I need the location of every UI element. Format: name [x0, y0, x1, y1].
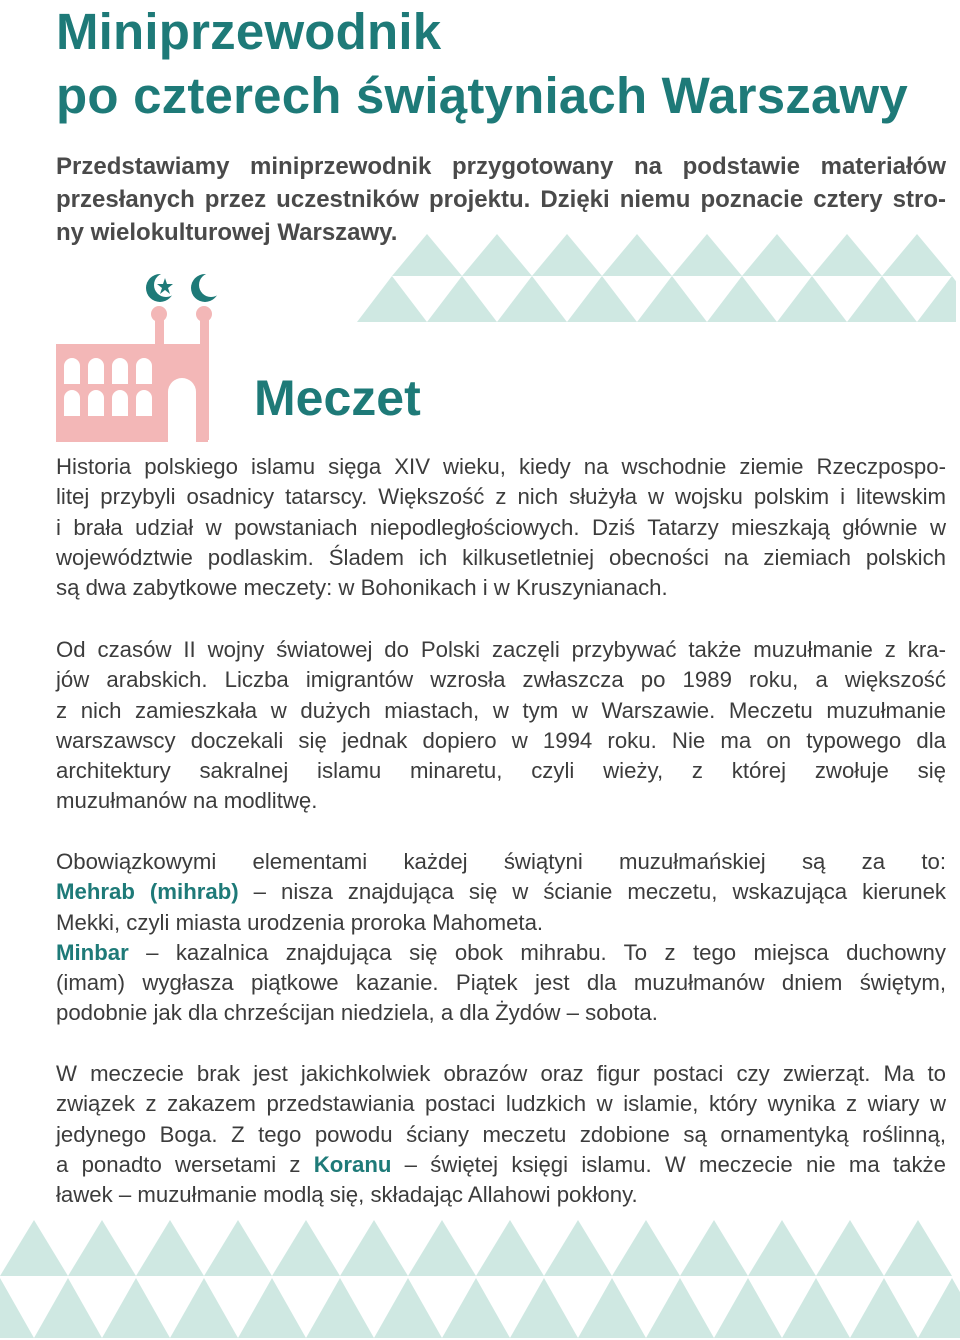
paragraph-line	[56, 938, 946, 968]
triangle	[816, 1220, 884, 1276]
triangle	[882, 234, 952, 276]
triangle	[392, 234, 462, 276]
triangle	[680, 1220, 748, 1276]
triangle	[742, 234, 812, 276]
triangle	[272, 1220, 340, 1276]
line-text: – świętej księgi islamu. W meczecie nie ma także	[391, 1151, 946, 1177]
triangle	[427, 276, 497, 322]
triangle	[462, 234, 532, 276]
triangle	[170, 1278, 238, 1338]
line-text: a ponadto wersetami z	[56, 1151, 314, 1177]
triangle	[850, 1278, 918, 1338]
paragraph-line: jów arabskich. Liczba imigrantów wzrosła zwłaszcza po 1989 roku, a większość	[56, 667, 946, 693]
paragraph-line: Mekki, czyli miasta urodzenia proroka Mahometa.	[56, 909, 544, 935]
intro-line: Przedstawiamy miniprzewodnik przygotowany na podstawie materiałów	[56, 153, 946, 180]
paragraph-history	[56, 452, 946, 603]
triangle	[238, 1278, 306, 1338]
intro-line: ny wielokulturowej Warszawy.	[56, 219, 398, 246]
paragraph-line: są dwa zabytkowe meczety: w Bohonikach i w Kruszynianach.	[56, 575, 668, 601]
paragraph-line: jedynego Boga. Z tego powodu ściany meczetu zdobione są ornamentyką roślinną,	[56, 1121, 946, 1147]
triangle	[646, 1278, 714, 1338]
triangle	[777, 276, 847, 322]
triangle	[374, 1278, 442, 1338]
triangle	[442, 1278, 510, 1338]
triangle	[714, 1278, 782, 1338]
mehrab-description: – nisza znajdująca się w ścianie meczetu, wskazująca kierunek	[238, 879, 946, 905]
paragraph-line: podobnie jak dla chrześcijan niedziela, a dla Żydów – sobota.	[56, 1000, 658, 1026]
paragraph-line: Historia polskiego islamu sięga XIV wieku, kiedy na wschodnie ziemie Rzeczpospo-	[56, 454, 946, 479]
triangle	[532, 234, 602, 276]
title-line-2: po czterech świątyniach Warszawy	[56, 67, 908, 124]
triangle	[612, 1220, 680, 1276]
triangle	[578, 1278, 646, 1338]
triangle-pattern-bottom	[0, 1218, 960, 1340]
paragraph-line: (imam) wygłasza piątkowe kazanie. Piątek jest dla muzułmanów dniem świętym,	[56, 970, 946, 996]
triangle	[357, 276, 427, 322]
triangle	[497, 276, 567, 322]
triangle	[847, 276, 917, 322]
paragraph-immigration	[56, 635, 946, 817]
triangle	[672, 234, 742, 276]
paragraph-elements	[56, 847, 946, 1029]
triangle	[544, 1220, 612, 1276]
mosque-icon	[54, 268, 224, 442]
paragraph-line: związek z zakazem przedstawiania postaci ludzkich w islamie, który wynika z wiary w	[56, 1091, 946, 1117]
triangle	[34, 1278, 102, 1338]
paragraph-ornaments	[56, 1059, 946, 1210]
triangle	[567, 276, 637, 322]
paragraph-line: W meczecie brak jest jakichkolwiek obrazów oraz figur postaci czy zwierząt. Ma to	[56, 1061, 946, 1086]
triangle	[136, 1220, 204, 1276]
triangle	[102, 1278, 170, 1338]
triangle	[476, 1220, 544, 1276]
triangle	[812, 234, 882, 276]
paragraph-line: województwie podlaskim. Śladem ich kilkusetletniej obecności na ziemiach polskich	[56, 544, 946, 570]
triangle	[68, 1220, 136, 1276]
triangle	[306, 1278, 374, 1338]
minbar-description: – kazalnica znajdująca się obok mihrabu. To z tego miejsca duchowny	[128, 939, 946, 965]
paragraph-line: i brała udział w powstaniach niepodległościowych. Dziś Tatarzy mieszkają głównie w	[56, 514, 946, 540]
triangle	[0, 1278, 34, 1338]
paragraph-line	[56, 1150, 946, 1180]
title-line-1: Miniprzewodnik	[56, 3, 442, 60]
paragraph-line: Obowiązkowymi elementami każdej świątyni muzułmańskiej są za to:	[56, 849, 946, 874]
triangle	[707, 276, 777, 322]
triangle	[510, 1278, 578, 1338]
paragraph-line: litej przybyli osadnicy tatarscy. Większość z nich służyła w wojsku polskim i litewskim	[56, 484, 946, 510]
paragraph-line: muzułmanów na modlitwę.	[56, 788, 318, 814]
term-mehrab: Mehrab (mihrab)	[56, 879, 239, 905]
triangle	[340, 1220, 408, 1276]
triangle	[602, 234, 672, 276]
section-title: Meczet	[254, 370, 421, 426]
triangle	[884, 1220, 952, 1276]
paragraph-line: warszawscy doczekali się jednak dopiero w 1994 roku. Nie ma on typowego dla	[56, 727, 946, 753]
triangle	[918, 1278, 960, 1338]
paragraph-line: architektury sakralnej islamu minaretu, czyli wieży, z której zwołuje się	[56, 758, 946, 784]
paragraph-line: Od czasów II wojny światowej do Polski zaczęli przybywać także muzułmanie z kra-	[56, 637, 946, 662]
paragraph-line: ławek – muzułmanie modlą się, składając Allahowi pokłony.	[56, 1182, 638, 1208]
triangle	[408, 1220, 476, 1276]
triangle	[782, 1278, 850, 1338]
triangle	[204, 1220, 272, 1276]
term-minbar: Minbar	[56, 939, 129, 965]
intro-line: przesłanych przez uczestników projektu. Dzięki niemu poznacie cztery stro-	[56, 186, 946, 213]
term-koran: Koranu	[313, 1151, 392, 1177]
paragraph-line: z nich zamieszkała w dużych miastach, w tym w Warszawie. Meczetu muzułmanie	[56, 697, 946, 723]
triangle	[748, 1220, 816, 1276]
page-title	[56, 0, 908, 128]
triangle	[637, 276, 707, 322]
triangle	[917, 276, 956, 322]
paragraph-line	[56, 877, 946, 907]
triangle	[0, 1220, 68, 1276]
triangle-pattern-top	[352, 232, 956, 324]
